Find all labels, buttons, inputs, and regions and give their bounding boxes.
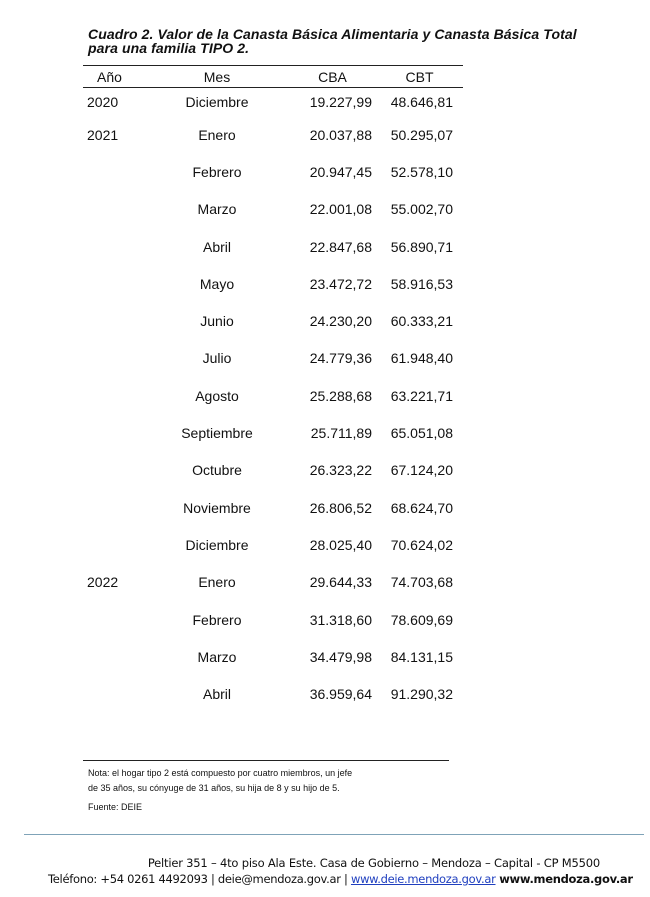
cba-cell: 29.644,33 <box>309 574 372 591</box>
cbt-cell: 78.609,69 <box>390 611 453 628</box>
table-row <box>83 265 463 302</box>
year-cell <box>83 638 145 675</box>
cbt-cell: 84.131,15 <box>390 648 453 665</box>
year-cell <box>83 526 145 563</box>
cbt-cell: 55.002,70 <box>390 201 453 218</box>
year-cell <box>83 601 145 638</box>
footer-address: Peltier 351 – 4to piso Ala Este. Casa de Gobierno – Mendoza – Capital - CP M5500 <box>147 856 600 870</box>
cbt-cell: 70.624,02 <box>390 536 453 553</box>
source-label: Fuente: DEIE <box>88 802 143 812</box>
month-cell: Abril <box>202 238 231 255</box>
month-cell: Diciembre <box>185 94 249 110</box>
year-cell: 2022 <box>87 574 119 591</box>
table-title <box>88 27 608 55</box>
month-cell: Mayo <box>199 275 235 292</box>
month-cell: Noviembre <box>183 499 251 516</box>
cbt-cell: 58.916,53 <box>390 275 453 292</box>
cba-cell: 22.847,68 <box>309 238 372 255</box>
month-cell: Septiembre <box>181 425 253 442</box>
cba-cell: 34.479,98 <box>309 648 372 665</box>
year-cell <box>83 414 145 451</box>
cba-cell: 25.711,89 <box>310 425 372 442</box>
cbt-cell: 50.295,07 <box>390 126 453 143</box>
cbt-cell: 61.948,40 <box>390 350 453 367</box>
cbt-cell: 74.703,68 <box>390 574 453 591</box>
cba-cell: 36.959,64 <box>309 686 372 703</box>
year-cell: 2020 <box>87 94 119 110</box>
footer-site: www.mendoza.gov.ar <box>495 872 633 886</box>
table-note <box>88 766 418 796</box>
cbt-cell: 91.290,32 <box>390 686 453 703</box>
cbt-cell: 65.051,08 <box>390 425 453 442</box>
table-row <box>83 414 463 451</box>
month-cell: Junio <box>200 313 234 330</box>
header-cba: CBA <box>289 66 376 88</box>
footer-contact-text: Teléfono: +54 0261 4492093 | deie@mendoza.gov.ar | <box>48 872 351 886</box>
table-row <box>83 526 463 563</box>
table-row <box>83 452 463 489</box>
year-cell <box>83 675 145 712</box>
note-line-2: de 35 años, su cónyuge de 31 años, su hija de 8 y su hijo de 5. <box>88 783 340 793</box>
month-cell: Enero <box>198 574 236 591</box>
header-cbt: CBT <box>376 66 463 88</box>
month-cell: Marzo <box>197 201 237 218</box>
year-cell <box>83 377 145 414</box>
month-cell: Marzo <box>197 648 237 665</box>
note-line-1: Nota: el hogar tipo 2 está compuesto por cuatro miembros, un jefe <box>88 768 353 778</box>
cba-cell: 26.806,52 <box>309 499 372 516</box>
month-cell: Febrero <box>192 163 242 180</box>
footer-divider <box>24 834 644 835</box>
title-line-2: para una familia TIPO 2. <box>88 40 250 56</box>
cba-cell: 23.472,72 <box>309 275 372 292</box>
table-row <box>83 638 463 675</box>
cbt-cell: 60.333,21 <box>390 313 453 330</box>
table-row <box>83 377 463 414</box>
year-cell <box>83 228 145 265</box>
header-month: Mes <box>145 66 289 88</box>
cba-cell: 24.779,36 <box>309 350 372 367</box>
table-body <box>83 88 463 713</box>
table-row <box>83 88 463 117</box>
cba-cell: 26.323,22 <box>309 462 372 479</box>
cbt-cell: 48.646,81 <box>390 94 453 110</box>
year-cell <box>83 340 145 377</box>
cbt-cell: 52.578,10 <box>390 163 453 180</box>
month-cell: Diciembre <box>185 536 249 553</box>
table-row <box>83 340 463 377</box>
title-line-1: Cuadro 2. Valor de la Canasta Básica Alimentaria y Canasta Básica Total <box>88 26 577 42</box>
table-header-row <box>83 66 463 88</box>
table-row <box>83 489 463 526</box>
year-cell <box>83 191 145 228</box>
cba-cell: 25.288,68 <box>309 387 372 404</box>
footer-deie-link[interactable]: www.deie.mendoza.gov.ar <box>350 872 496 886</box>
year-cell: 2021 <box>87 126 119 143</box>
table-row <box>83 675 463 712</box>
cbt-cell: 56.890,71 <box>390 238 453 255</box>
cba-cell: 20.037,88 <box>309 126 372 143</box>
cba-cell: 20.947,45 <box>309 163 372 180</box>
month-cell: Agosto <box>195 387 239 404</box>
cbt-cell: 68.624,70 <box>390 499 453 516</box>
cbt-cell: 63.221,71 <box>390 387 453 404</box>
cbt-cell: 67.124,20 <box>390 462 453 479</box>
table-row <box>83 601 463 638</box>
cba-cbt-table-wrapper <box>83 65 453 713</box>
table-row <box>83 228 463 265</box>
table-row <box>83 116 463 153</box>
header-year: Año <box>83 66 145 88</box>
month-cell: Abril <box>202 686 231 703</box>
table-row <box>83 153 463 190</box>
month-cell: Enero <box>198 126 236 143</box>
table-row <box>83 302 463 339</box>
month-cell: Octubre <box>192 462 242 479</box>
cba-cell: 31.318,60 <box>309 611 372 628</box>
cba-cbt-table <box>83 65 463 713</box>
cba-cell: 24.230,20 <box>309 313 372 330</box>
cba-cell: 28.025,40 <box>309 536 372 553</box>
table-row <box>83 191 463 228</box>
table-row <box>83 564 463 601</box>
year-cell <box>83 153 145 190</box>
year-cell <box>83 302 145 339</box>
footer-contact <box>48 872 633 886</box>
year-cell <box>83 489 145 526</box>
month-cell: Febrero <box>192 611 242 628</box>
month-cell: Julio <box>202 350 232 367</box>
year-cell <box>83 265 145 302</box>
cba-cell: 19.227,99 <box>309 94 372 110</box>
year-cell <box>83 452 145 489</box>
note-divider <box>83 760 449 761</box>
cba-cell: 22.001,08 <box>309 201 372 218</box>
